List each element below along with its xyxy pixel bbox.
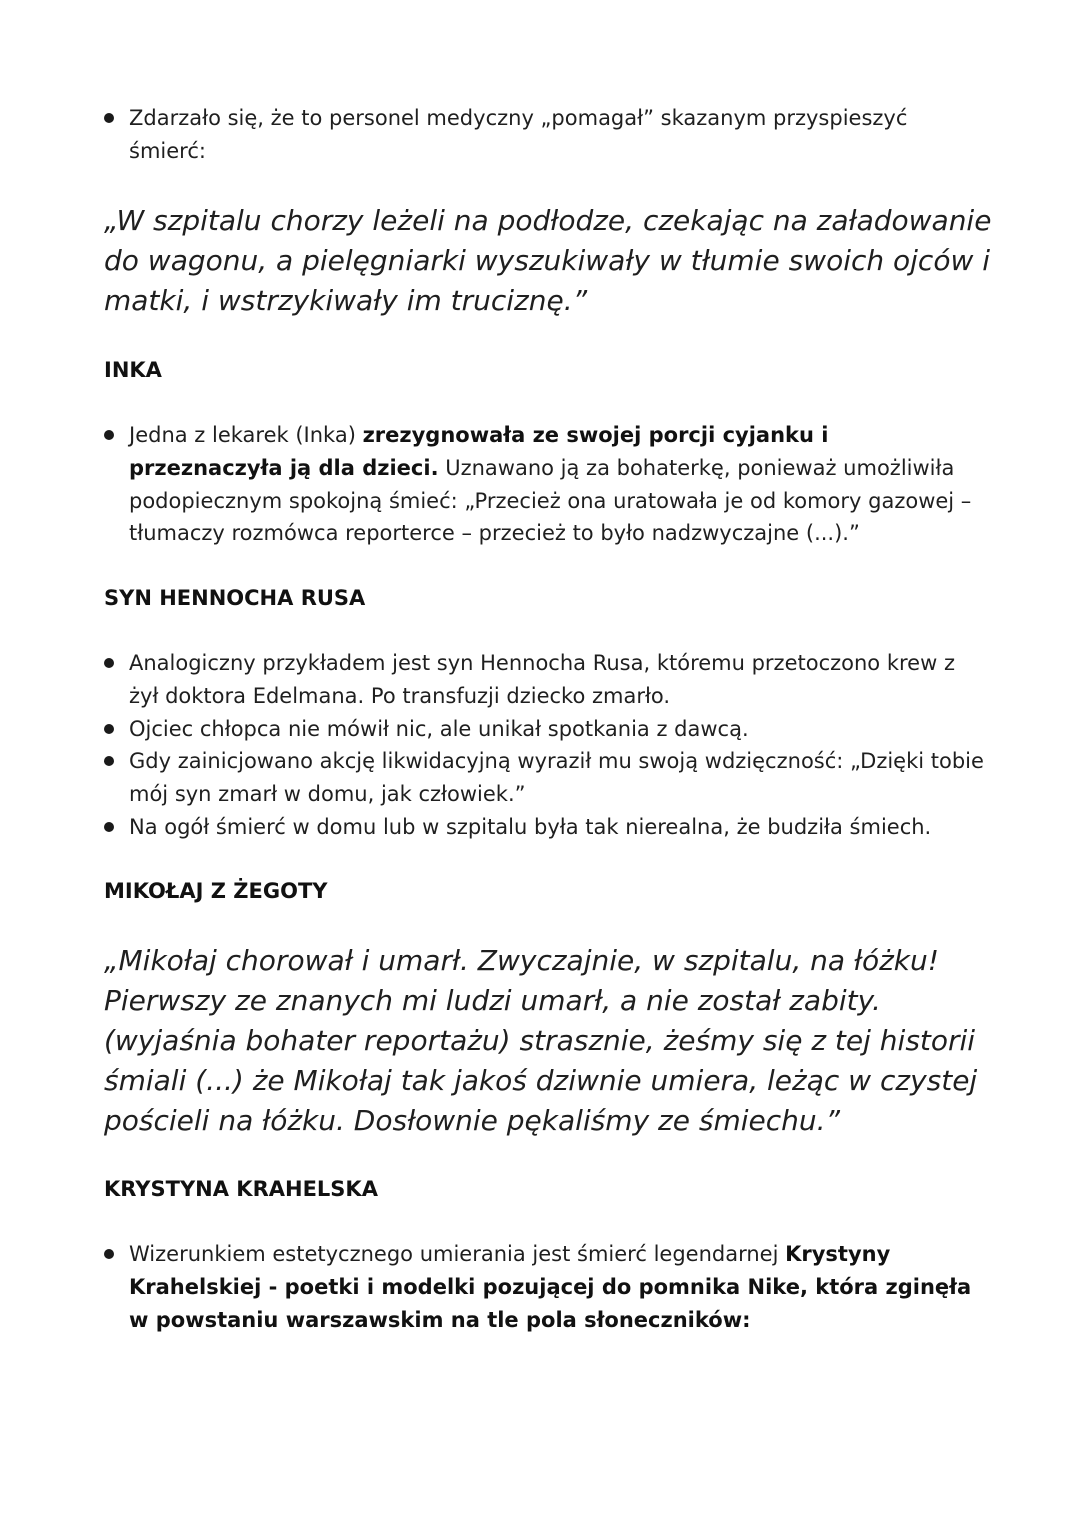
bullet-text-tail: Uznawano ją za bohaterkę, ponieważ umożliwiła podopiecznym spokojną śmieć: „Przecież ona uratowała je od komory gazowej – tłumaczy rozmówca reporterce – przecież to było nadzwyczajne (...).” bbox=[129, 455, 972, 546]
bullet-text: Ojciec chłopca nie mówił nic, ale unikał spotkania z dawcą. bbox=[129, 716, 749, 741]
krahelska-heading: KRYSTYNA KRAHELSKA bbox=[104, 1177, 378, 1201]
list-item bbox=[104, 745, 984, 811]
bullet-icon bbox=[104, 756, 114, 766]
rus-bullet-list bbox=[104, 647, 984, 844]
rus-section bbox=[104, 647, 984, 844]
bullet-icon bbox=[104, 724, 114, 734]
bullet-text: Gdy zainicjowano akcję likwidacyjną wyraził mu swoją wdzięczność: „Dzięki tobie mój syn zmarł w domu, jak człowiek.” bbox=[129, 749, 984, 807]
rus-heading: SYN HENNOCHA RUSA bbox=[104, 586, 366, 610]
inka-heading: INKA bbox=[104, 358, 162, 382]
list-item bbox=[104, 713, 984, 746]
mikolaj-heading: MIKOŁAJ Z ŻEGOTY bbox=[104, 879, 328, 903]
bullet-text: Zdarzało się, że to personel medyczny „pomagał” skazanym przyspieszyć śmierć: bbox=[129, 106, 908, 163]
bullet-icon bbox=[104, 113, 114, 123]
list-item bbox=[104, 419, 984, 550]
bullet-text: Na ogół śmierć w domu lub w szpitalu była tak nierealna, że budziła śmiech. bbox=[129, 814, 932, 839]
hospital-quote: „W szpitalu chorzy leżeli na podłodze, czekając na załadowanie do wagonu, a pielęgniarki wyszukiwały w tłumie swoich ojców i matki, i wstrzykiwały im truciznę.” bbox=[104, 204, 992, 317]
intro-bullet-list bbox=[104, 102, 984, 168]
list-item bbox=[104, 647, 984, 713]
mikolaj-quote: „Mikołaj chorował i umarł. Zwyczajnie, w szpitalu, na łóżku! Pierwszy ze znanych mi ludzi umarł, a nie został zabity. (wyjaśnia bohater reportażu) strasznie, żeśmy się z tej historii śmiali (...) że Mikołaj tak jakoś dziwnie umiera, leżąc w czystej pościeli na łóżku. Dosłownie pękaliśmy ze śmiechu.” bbox=[104, 944, 978, 1137]
intro-section bbox=[104, 102, 984, 168]
krahelska-bullet-list bbox=[104, 1238, 984, 1336]
bullet-icon bbox=[104, 1249, 114, 1259]
bullet-text: Analogiczny przykładem jest syn Hennocha Rusa, któremu przetoczono krew z żył doktora Edelmana. Po transfuzji dziecko zmarło. bbox=[129, 651, 955, 708]
bullet-text-lead: Wizerunkiem estetycznego umierania jest śmierć legendarnej bbox=[129, 1242, 786, 1266]
krahelska-section bbox=[104, 1238, 984, 1336]
list-item bbox=[104, 1238, 984, 1336]
inka-bullet-list bbox=[104, 419, 984, 550]
list-item bbox=[104, 811, 984, 844]
list-item bbox=[104, 102, 984, 168]
bullet-icon bbox=[104, 822, 114, 832]
bullet-text-bold: zrezygnowała ze swojej porcji cyjanku i przeznaczyła ją dla dzieci. bbox=[129, 423, 829, 480]
inka-section bbox=[104, 419, 984, 550]
bullet-icon bbox=[104, 658, 114, 668]
bullet-text-bold: Krystyny Krahelskiej - poetki i modelki pozującej do pomnika Nike, która zginęła w powstaniu warszawskim na tle pola słoneczników: bbox=[129, 1242, 972, 1332]
bullet-icon bbox=[104, 430, 114, 440]
bullet-text-lead: Jedna z lekarek (Inka) bbox=[129, 423, 363, 447]
